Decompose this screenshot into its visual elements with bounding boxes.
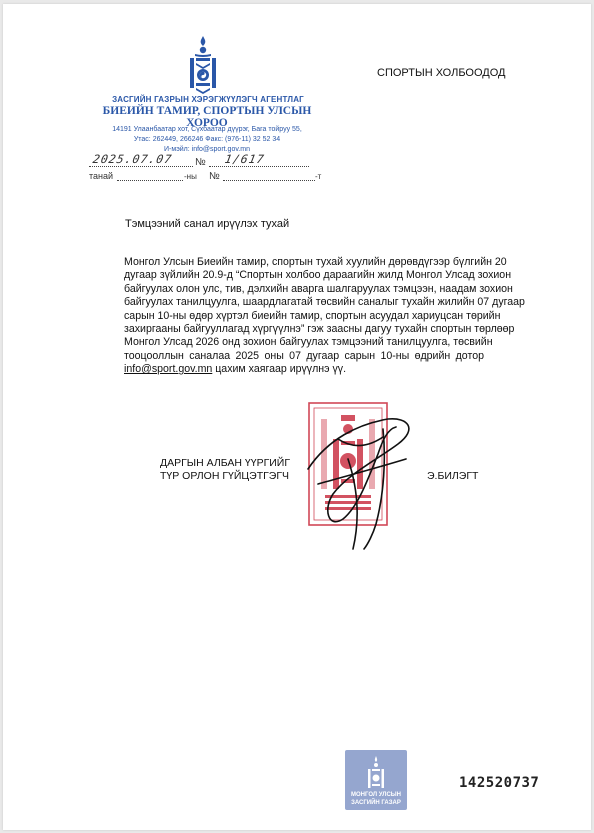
handwritten-signature (288, 399, 428, 559)
address-line: 14191 Улаанбаатар хот, Сүхбаатар дүүрэг, Бага тойруу 55, (112, 126, 302, 133)
body-line: байгуулах олон улс, тив, дэлхийн аварга шалгаруулах тэмцээн, наадам зохион (124, 282, 513, 295)
body-line-rest: цахим хаягаар ирүүлнэ үү. (212, 363, 347, 376)
organization-name: БИЕИЙН ТАМИР, СПОРТЫН УЛСЫН ХОРОО (102, 105, 312, 129)
logo-caption-line2: ЗАСГИЙН ГАЗАР (351, 800, 401, 806)
body-line: тооцооллын саналаа 2025 оны 07 дугаар сарын 10-ны өдрийн дотор (124, 349, 484, 362)
body-line: захиргааны байгууллагад хүргүүлнэ” гэж заасны дагуу тухайн спортын төрлөөр (124, 323, 515, 336)
reply-number-label: № (209, 171, 220, 182)
reply-reference-row (89, 171, 329, 185)
reply-label-nii: -ны (184, 172, 197, 181)
contact-address (87, 125, 327, 155)
signatory-title-line1: ДАРГЫН АЛБАН ҮҮРГИЙГ (160, 457, 291, 469)
reply-number-line (223, 180, 315, 181)
body-line: байгуулах танилцуулга, шаардлагатай төсвийн саналыг тухайн жилийн 07 дугаар (124, 296, 525, 309)
number-label: № (195, 157, 206, 168)
letter-subject: Тэмцээний санал ирүүлэх тухай (125, 218, 290, 230)
body-line: Монгол Улсын Биеийн тамир, спортын тухай хуулийн дөрөвдүгээр бүлгийн 20 (124, 256, 507, 268)
number-line (209, 166, 309, 167)
logo-caption-line1: МОНГОЛ УЛСЫН (351, 792, 401, 798)
phone-fax-line: Утас: 262449, 266246 Факс: (976-11) 32 52 34 (133, 136, 281, 143)
reply-label-t: -т (315, 172, 322, 181)
letter-body (124, 256, 525, 377)
body-line: дугаар зүйлийн 20.9-д “Спортын холбоо дараагийн жилд Монгол Улсад зохион (124, 269, 512, 282)
email-line: И-мэйл: info@sport.gov.mn (164, 146, 250, 153)
reply-label-tanai: танай (89, 171, 114, 181)
recipient: СПОРТЫН ХОЛБООДОД (377, 67, 506, 79)
soyombo-watermark-icon (365, 756, 387, 790)
body-line: Монгол Улсад 2026 онд зохион байгуулах тэмцээний танилцуулга, төсвийн (124, 336, 493, 349)
soyombo-emblem-icon (181, 34, 225, 94)
document-registration-number: 142520737 (459, 775, 540, 791)
signatory-title-line2: ТҮР ОРЛОН ГҮЙЦЭТГЭГЧ (160, 470, 290, 482)
date-line (89, 166, 193, 167)
email-link[interactable]: info@sport.gov.mn (124, 363, 213, 376)
body-line: сарын 10-ны өдөр хүртэл биеийн тамир, спортын асуудал хариуцсан төрийн (124, 309, 501, 322)
signatory-name: Э.БИЛЭГТ (427, 470, 479, 482)
letter-page (3, 4, 591, 830)
body-line (124, 363, 484, 376)
government-logo (345, 750, 407, 810)
reply-date-line (117, 180, 183, 181)
letter-date: 2025.07.07 (91, 152, 174, 166)
letter-number: 1/617 (223, 152, 266, 166)
date-number-row (89, 154, 319, 172)
agency-line: ЗАСГИЙН ГАЗРЫН ХЭРЭГЖҮҮЛЭГЧ АГЕНТЛАГ (112, 95, 304, 104)
